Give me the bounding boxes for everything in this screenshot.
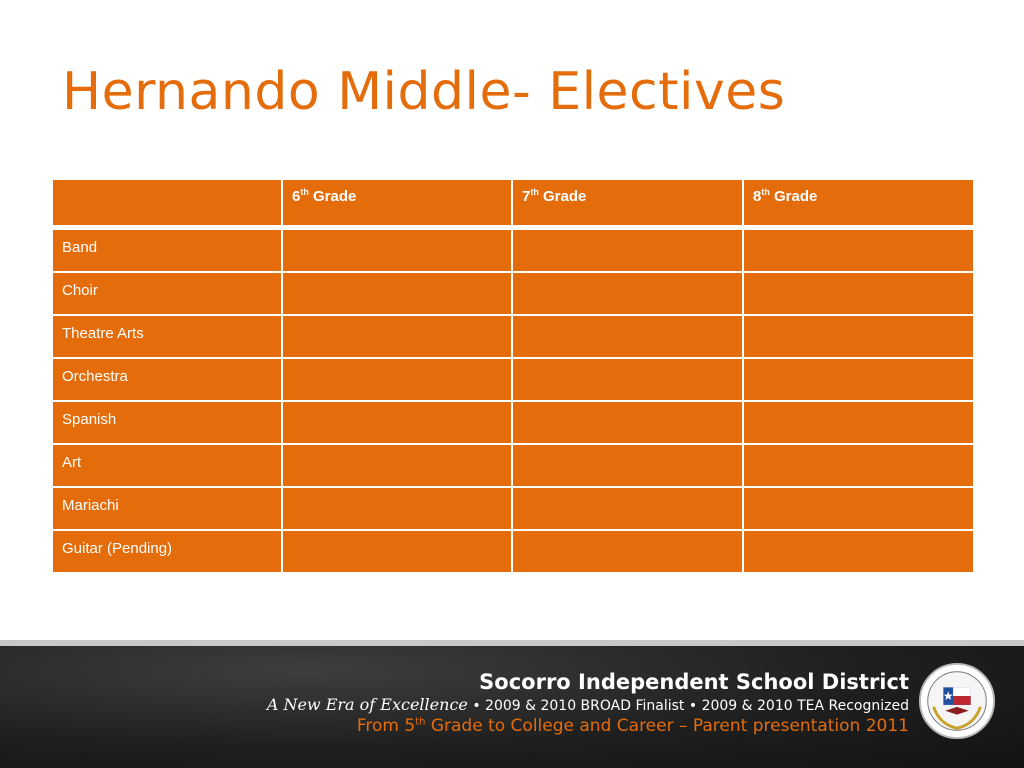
row-label: Mariachi <box>52 487 282 530</box>
table-row <box>52 315 974 358</box>
district-tagline <box>267 695 909 714</box>
table-cell <box>512 272 743 315</box>
tagline-script: A New Era of Excellence <box>266 695 468 714</box>
table-cell <box>743 228 974 273</box>
table-row <box>52 401 974 444</box>
district-name: Socorro Independent School District <box>479 670 909 694</box>
presentation-caption: From 5th Grade to College and Career – Parent presentation 2011 <box>356 716 909 736</box>
table-cell <box>743 444 974 487</box>
table-cell <box>512 358 743 401</box>
table-row <box>52 444 974 487</box>
header-cell-7th-grade: 7th Grade <box>512 179 743 228</box>
table-row <box>52 358 974 401</box>
slide-title: Hernando Middle- Electives <box>62 62 786 122</box>
table-cell <box>743 272 974 315</box>
table-row <box>52 530 974 573</box>
table-cell <box>512 401 743 444</box>
table-row <box>52 272 974 315</box>
row-label: Art <box>52 444 282 487</box>
table-cell <box>282 530 512 573</box>
table-cell <box>512 444 743 487</box>
table-cell <box>282 228 512 273</box>
footer-banner <box>0 646 1024 768</box>
electives-table <box>51 178 975 574</box>
table-cell <box>743 401 974 444</box>
row-label: Orchestra <box>52 358 282 401</box>
table-cell <box>512 530 743 573</box>
row-label: Band <box>52 228 282 273</box>
district-seal-icon <box>918 662 996 740</box>
table-cell <box>282 272 512 315</box>
row-label: Guitar (Pending) <box>52 530 282 573</box>
row-label: Theatre Arts <box>52 315 282 358</box>
table-cell <box>512 228 743 273</box>
table-cell <box>743 530 974 573</box>
table-cell <box>282 315 512 358</box>
header-cell-6th-grade: 6th Grade <box>282 179 512 228</box>
tagline-awards: • 2009 & 2010 BROAD Finalist • 2009 & 2010 TEA Recognized <box>467 698 909 714</box>
table-cell <box>282 444 512 487</box>
row-label: Spanish <box>52 401 282 444</box>
table-cell <box>282 487 512 530</box>
table-cell <box>512 315 743 358</box>
table-cell <box>743 358 974 401</box>
header-cell-empty <box>52 179 282 228</box>
row-label: Choir <box>52 272 282 315</box>
header-cell-8th-grade: 8th Grade <box>743 179 974 228</box>
table-row <box>52 228 974 273</box>
table-cell <box>282 358 512 401</box>
table-cell <box>512 487 743 530</box>
table-cell <box>743 315 974 358</box>
table-row <box>52 487 974 530</box>
table-header-row <box>52 179 974 228</box>
table-cell <box>743 487 974 530</box>
table-cell <box>282 401 512 444</box>
